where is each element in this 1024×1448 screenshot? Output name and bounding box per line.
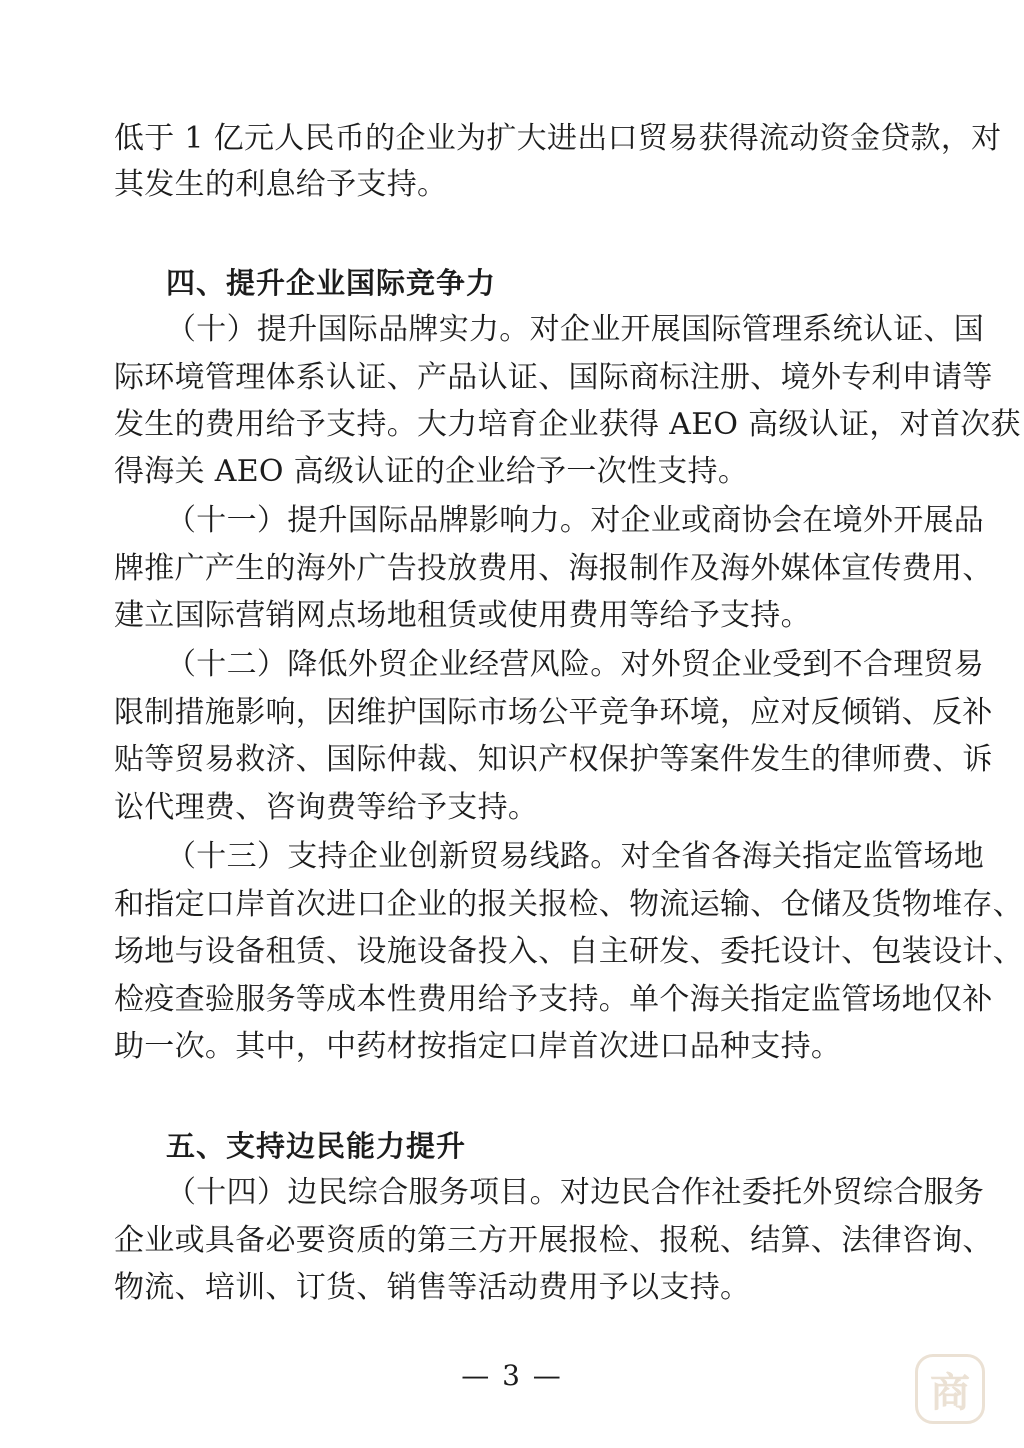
section-4-heading: 四、提升企业国际竞争力: [166, 266, 497, 300]
item-10-line-3: 发生的费用给予支持。大力培育企业获得 AEO 高级认证，对首次获: [114, 407, 1021, 442]
item-10-line-2: 际环境管理体系认证、产品认证、国际商标注册、境外专利申请等: [114, 360, 993, 395]
item-11-line-1: （十一）提升国际品牌影响力。对企业或商协会在境外开展品: [166, 503, 985, 538]
item-13-line-2: 和指定口岸首次进口企业的报关报检、物流运输、仓储及货物堆存、: [114, 887, 1023, 922]
item-11-line-3: 建立国际营销网点场地租赁或使用费用等给予支持。: [114, 598, 811, 633]
item-12-line-2: 限制措施影响，因维护国际市场公平竞争环境，应对反倾销、反补: [114, 695, 993, 730]
item-10-line-1: （十）提升国际品牌实力。对企业开展国际管理系统认证、国: [166, 312, 985, 347]
page-number: — 3 —: [461, 1359, 563, 1392]
item-10-line-4: 得海关 AEO 高级认证的企业给予一次性支持。: [114, 454, 749, 489]
item-14-line-2: 企业或具备必要资质的第三方开展报检、报税、结算、法律咨询、: [114, 1223, 993, 1258]
intro-line-2: 其发生的利息给予支持。: [114, 167, 448, 202]
section-5-heading: 五、支持边民能力提升: [166, 1129, 467, 1163]
item-14-line-3: 物流、培训、订货、销售等活动费用予以支持。: [114, 1270, 751, 1305]
item-12-line-1: （十二）降低外贸企业经营风险。对外贸企业受到不合理贸易: [166, 647, 985, 682]
item-13-line-4: 检疫查验服务等成本性费用给予支持。单个海关指定监管场地仅补: [114, 982, 993, 1017]
item-13-line-3: 场地与设备租赁、设施设备投入、自主研发、委托设计、包装设计、: [114, 934, 1023, 969]
item-14-line-1: （十四）边民综合服务项目。对边民合作社委托外贸综合服务: [166, 1175, 985, 1210]
watermark-logo-icon: 商: [915, 1354, 985, 1424]
item-12-line-3: 贴等贸易救济、国际仲裁、知识产权保护等案件发生的律师费、诉: [114, 742, 993, 777]
item-13-line-5: 助一次。其中，中药材按指定口岸首次进口品种支持。: [114, 1029, 842, 1064]
item-12-line-4: 讼代理费、咨询费等给予支持。: [114, 790, 539, 825]
intro-line-1: 低于 1 亿元人民币的企业为扩大进出口贸易获得流动资金贷款，对: [114, 121, 1002, 156]
item-13-line-1: （十三）支持企业创新贸易线路。对全省各海关指定监管场地: [166, 839, 985, 874]
item-11-line-2: 牌推广产生的海外广告投放费用、海报制作及海外媒体宣传费用、: [114, 551, 993, 586]
